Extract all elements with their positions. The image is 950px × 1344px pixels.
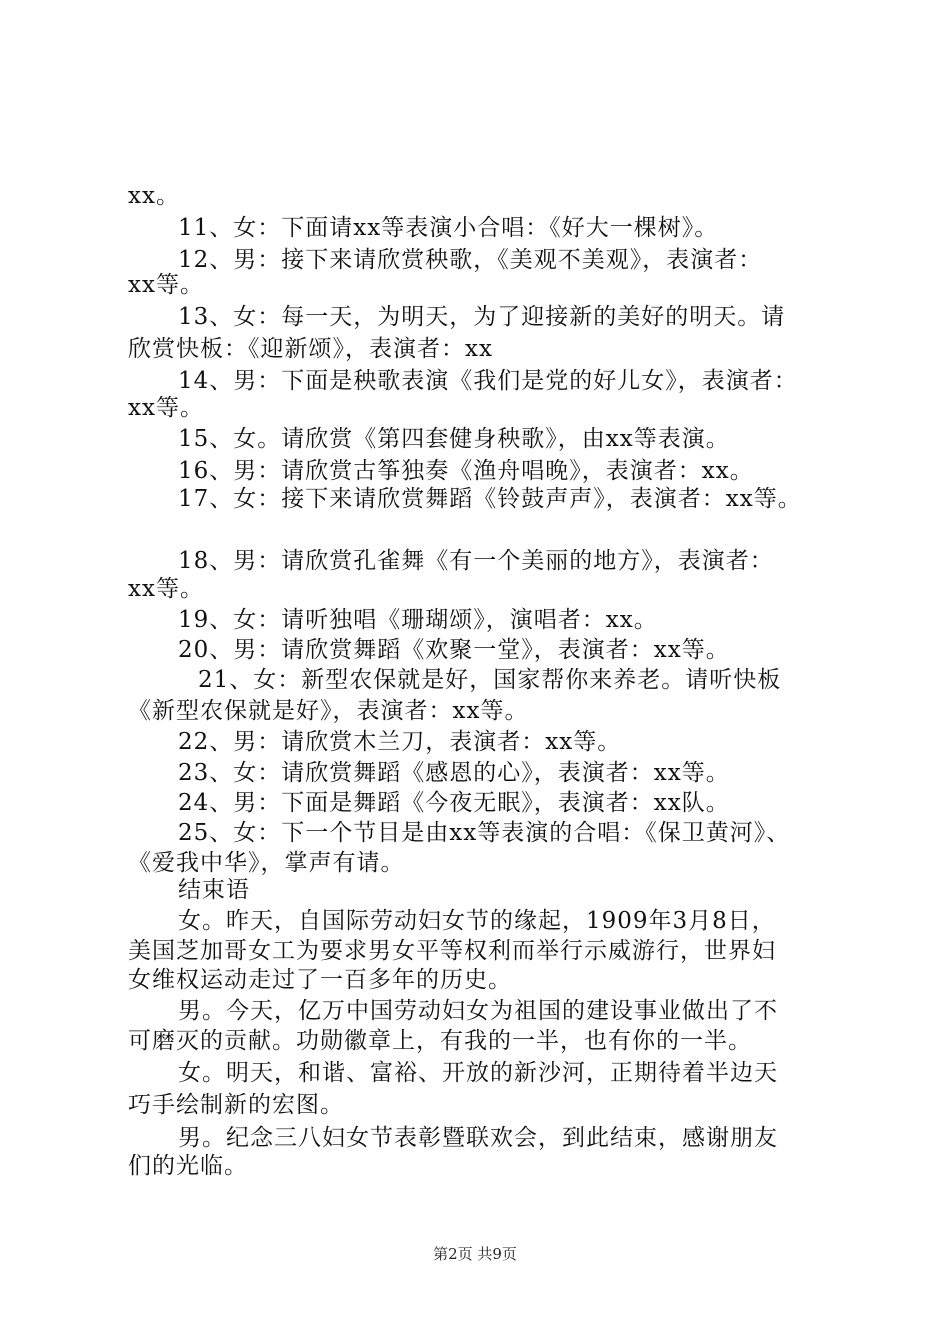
text-line: 欣赏快板：《迎新颂》，表演者：xx	[128, 336, 493, 362]
text-line: 们的光临。	[128, 1153, 248, 1179]
text-line: 11、女：下面请xx等表演小合唱：《好大一棵树》。	[178, 215, 719, 241]
text-line: 16、男：请欣赏古筝独奏《渔舟唱晚》，表演者：xx。	[178, 458, 754, 484]
text-line: 巧手绘制新的宏图。	[128, 1092, 344, 1118]
text-line: 18、男：请欣赏孔雀舞《有一个美丽的地方》，表演者：	[178, 548, 774, 574]
text-line: xx。	[128, 183, 180, 209]
text-line: xx等。	[128, 395, 204, 421]
text-line: 15、女。请欣赏《第四套健身秧歌》，由xx等表演。	[178, 426, 730, 452]
text-line: 美国芝加哥女工为要求男女平等权利而举行示威游行，世界妇	[128, 938, 776, 964]
text-line: 19、女：请听独唱《珊瑚颂》，演唱者：xx。	[178, 607, 658, 633]
text-line: 17、女：接下来请欣赏舞蹈《铃鼓声声》，表演者：xx等。	[178, 486, 802, 512]
text-line: 女维权运动走过了一百多年的历史。	[128, 967, 512, 993]
text-line: 21、女：新型农保就是好，国家帮你来养老。请听快板	[198, 667, 782, 693]
text-line: 男。纪念三八妇女节表彰暨联欢会，到此结束，感谢朋友	[178, 1125, 778, 1151]
text-line: 男。今天，亿万中国劳动妇女为祖国的建设事业做出了不	[178, 998, 778, 1024]
text-line: 12、男：接下来请欣赏秧歌，《美观不美观》，表演者：	[178, 247, 763, 273]
text-line: 24、男：下面是舞蹈《今夜无眠》，表演者：xx队。	[178, 790, 730, 816]
text-line: 《爱我中华》，掌声有请。	[128, 850, 405, 876]
text-line: 23、女：请欣赏舞蹈《感恩的心》，表演者：xx等。	[178, 760, 730, 786]
text-line: 25、女：下一个节目是由xx等表演的合唱：《保卫黄河》、	[178, 820, 791, 846]
text-line: 《新型农保就是好》，表演者：xx等。	[128, 698, 529, 724]
text-line: xx等。	[128, 576, 204, 602]
text-line: 14、男：下面是秧歌表演《我们是党的好儿女》，表演者：	[178, 368, 798, 394]
text-line: 20、男：请欣赏舞蹈《欢聚一堂》，表演者：xx等。	[178, 637, 730, 663]
page-number-footer: 第2页 共9页	[433, 1245, 517, 1263]
text-line: 可磨灭的贡献。功勋徽章上，有我的一半，也有你的一半。	[128, 1028, 752, 1054]
text-line: xx等。	[128, 272, 204, 298]
text-line: 女。昨天，自国际劳动妇女节的缘起，1909年3月8日，	[178, 908, 776, 934]
text-line: 22、男：请欣赏木兰刀，表演者：xx等。	[178, 729, 622, 755]
text-line: 女。明天，和谐、富裕、开放的新沙河，正期待着半边天	[178, 1060, 778, 1086]
section-heading: 结束语	[178, 877, 250, 903]
text-line: 13、女：每一天，为明天，为了迎接新的美好的明天。请	[178, 304, 786, 330]
